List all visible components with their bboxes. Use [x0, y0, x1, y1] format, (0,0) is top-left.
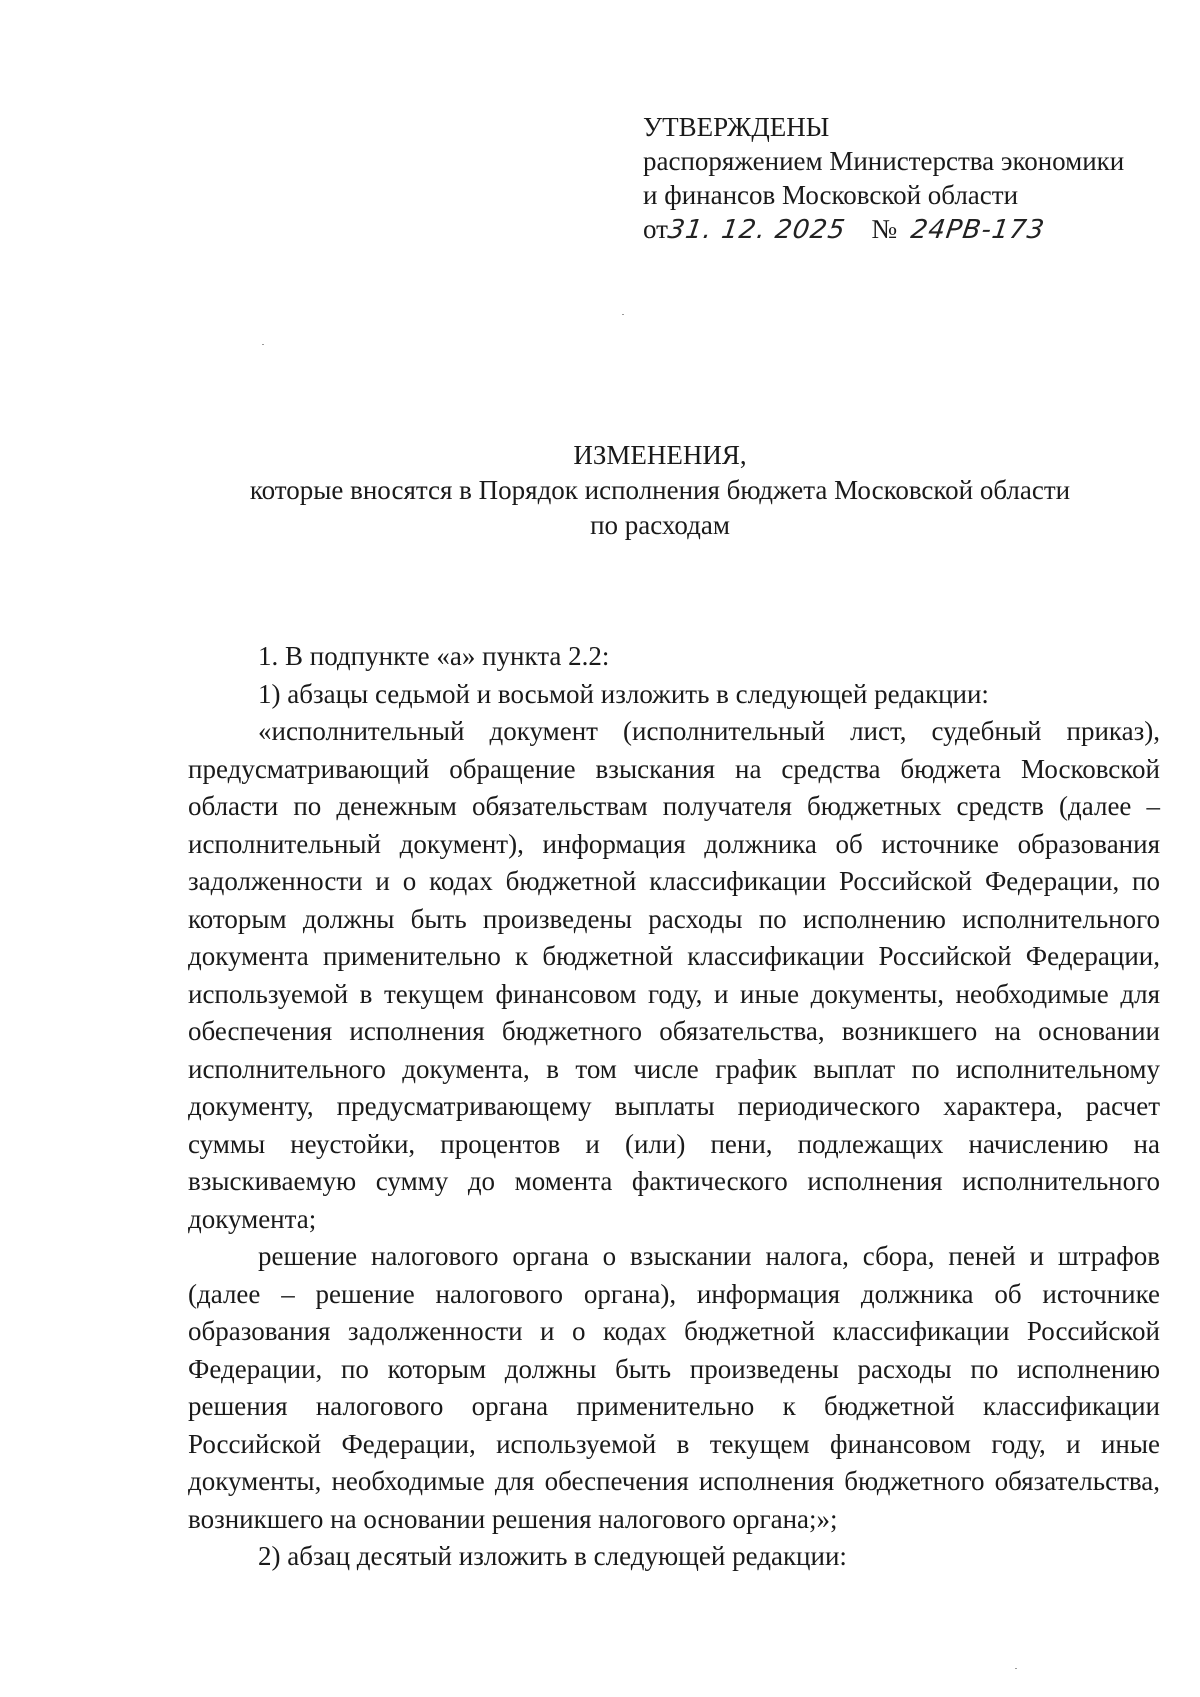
paragraph-tax-decision: решение налогового органа о взыскании налога, сбора, пеней и штрафов (далее – решение налогового органа), информация должника об источнике образования задолженности и о кодах бюджетной классификации Российской Федерации, по которым должны быть произведены расходы по исполнению решения налогового органа применительно к бюджетной классификации Российской Федерации, используемой в текущем финансовом году, и иные документы, необходимые для обеспечения исполнения бюджетного обязательства, возникшего на основании решения налогового органа;»;	[188, 1241, 1160, 1534]
paragraph-item-1: 1. В подпункте «а» пункта 2.2:	[258, 641, 610, 671]
title-subline-1: которые вносятся в Порядок исполнения бюджета Московской области	[249, 475, 1071, 505]
handwritten-number: 24РВ-173	[909, 215, 1047, 245]
approval-authority-line-2: и финансов Московской области	[643, 180, 1019, 210]
approval-authority-line-1: распоряжением Министерства экономики	[643, 146, 1125, 176]
scan-speck	[1015, 1668, 1017, 1669]
document-body	[188, 638, 1160, 1576]
approval-stamp-block	[643, 110, 1124, 247]
approval-heading: УТВЕРЖДЕНЫ	[643, 112, 830, 142]
paragraph-executive-document: «исполнительный документ (исполнительный лист, судебный приказ), предусматривающий обращение взыскания на средства бюджета Московской области по денежным обязательствам получателя бюджетных средств (далее – исполнительный документ), информация должника об источнике образования задолженности и о кодах бюджетной классификации Российской Федерации, по которым должны быть произведены расходы по исполнению исполнительного документа применительно к бюджетной классификации Российской Федерации, используемой в текущем финансовом году, и иные документы, необходимые для обеспечения исполнения бюджетного обязательства, возникшего на основании исполнительного документа, в том числе график выплат по исполнительному документу, предусматривающему выплаты периодического характера, расчет суммы неустойки, процентов и (или) пени, подлежащих начислению на взыскиваемую сумму до момента фактического исполнения исполнительного документа;	[188, 716, 1160, 1234]
approval-date-number-line	[643, 212, 1124, 247]
document-title	[180, 438, 1140, 543]
scan-speck	[262, 344, 264, 345]
date-prefix: от	[643, 214, 668, 244]
paragraph-subitem-2: 2) абзац десятый изложить в следующей редакции:	[258, 1541, 847, 1571]
handwritten-date: 31. 12. 2025	[665, 215, 848, 245]
paragraph-subitem-1: 1) абзацы седьмой и восьмой изложить в следующей редакции:	[258, 678, 989, 709]
number-sign: №	[871, 214, 898, 244]
scan-speck	[622, 314, 624, 315]
title-subline-2: по расходам	[590, 510, 730, 540]
title-heading: ИЗМЕНЕНИЯ,	[573, 440, 747, 470]
